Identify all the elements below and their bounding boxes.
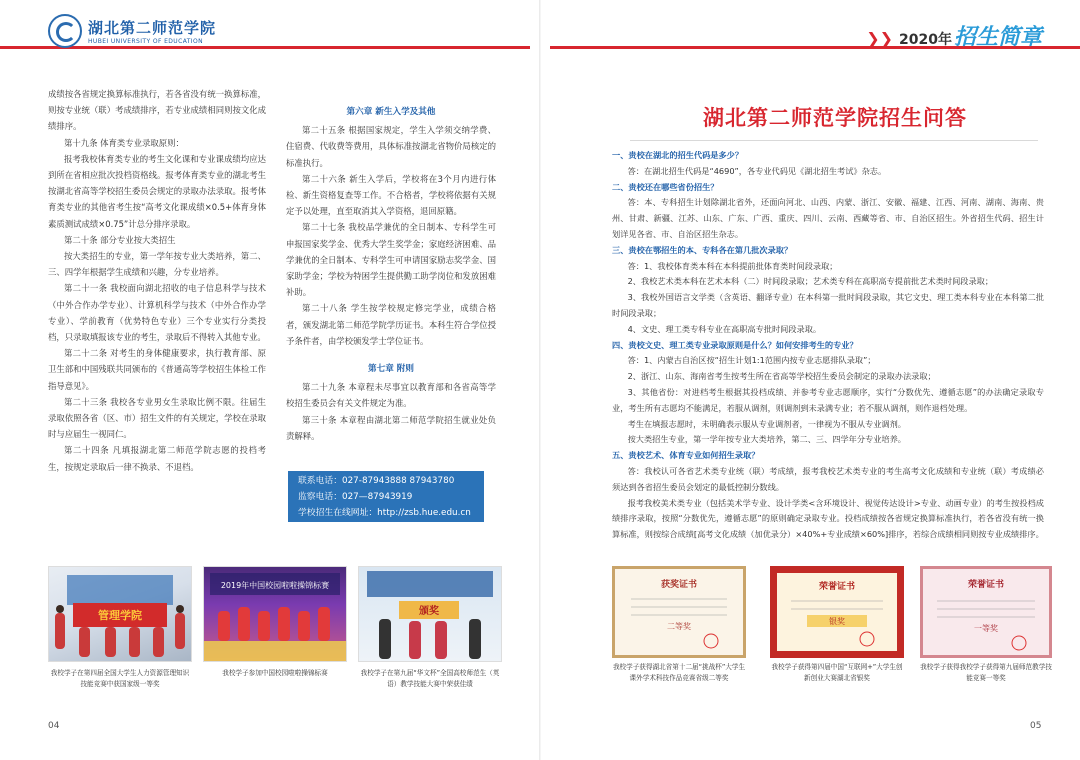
- admission-website: 学校招生在线网址：http://zsb.hue.edu.cn: [298, 508, 471, 518]
- paragraph: 第二十二条 对考生的身体健康要求，执行教育部、原卫生部和中国残联共同颁布的《普通高等学校招生体检工作指导意见》。: [48, 348, 266, 391]
- article-heading: 第二十条 部分专业按大类招生: [63, 234, 176, 245]
- question-heading: 一、贵校在湖北的招生代码是多少？: [612, 150, 744, 160]
- article-heading: 第十九条 体育类专业录取原则：: [63, 137, 184, 148]
- answer-paragraph: 3、我校外国语言文学类（含英语、翻译专业）在本科第一批时间段录取，其它文史、理工类本科专业在本科第二批时间段录取；: [612, 292, 1044, 318]
- award-photo-2: [203, 566, 347, 662]
- left-column-2: [286, 104, 496, 444]
- title-divider: [630, 140, 1038, 141]
- left-column-1: [48, 86, 266, 475]
- brand-title: 招生简章: [953, 25, 1042, 50]
- photo-caption: 我校学子在第九届“华文杯”全国高校师范生（英语）教学技能大赛中荣获佳绩: [360, 669, 500, 688]
- certificate-rank: 二等奖: [667, 622, 691, 631]
- university-name-cn: 湖北第二师范学院: [88, 19, 217, 37]
- contact-phone: 联系电话：027-87943888 87943780: [298, 476, 455, 486]
- answer-paragraph: 2、浙江、山东、海南省考生按考生所在省高等学校招生委员会制定的录取办法录取；: [627, 371, 936, 382]
- photo-caption: 我校学子在第四届全国大学生人力资源管理知识技能竞赛中获国家级一等奖: [50, 669, 190, 688]
- qa-section: [612, 148, 1044, 543]
- award-photo-1: [48, 566, 192, 662]
- paragraph: 报考我校体育类专业的考生文化课和专业课成绩均应达到所在省相应批次投档资格线。报考体育类专业的湖北考生按湖北省高等学校招生委员会规定的录取办法录取。报考体育类专业的其他省考生按“高考文化课成绩×0.5+体育身体素质测试成绩×0.75”计总分排序录取。: [48, 153, 266, 229]
- brand-year: 2020年: [899, 32, 952, 48]
- certificate-title: 获奖证书: [660, 580, 698, 590]
- supervision-phone: 监察电话：027—87943919: [298, 492, 413, 502]
- answer-paragraph: 按大类招生专业，第一学年按专业大类培养，第二、三、四学年分专业培养。: [627, 434, 906, 445]
- paragraph: 第二十三条 我校各专业男女生录取比例不限。往届生录取依照各省（区、市）招生文件的有关规定，学校在录取时与应届生一视同仁。: [48, 396, 266, 440]
- answer-paragraph: 报考我校美术类专业（包括美术学专业、设计学类<含环境设计、视觉传达设计>专业、动画专业）的考生按投档成绩排序录取，按照“分数优先，遵循志愿”的原则确定录取专业。投档成绩按各省规定换算标准执行，若各省没有统一换算标准，则按综合成绩[高考文化成绩（加优录分）×40%+专业成绩×60%]排序，若综合成绩相同则按专业成绩排序。: [612, 497, 1044, 540]
- paragraph: 第二十六条 新生入学后，学校将在3个月内进行体检、新生资格复查等工作。不合格者，学校将依据有关规定予以处理，直至取消其入学资格，退回原籍。: [286, 173, 496, 217]
- banner-text: 2019年中国校园啦啦操锦标赛: [220, 581, 330, 590]
- answer-paragraph: 4、文史、理工类专科专业在高职高专批时间段录取。: [627, 323, 822, 334]
- paragraph: 第二十四条 凡填报湖北第二师范学院志愿的投档考生，按规定录取后一律不换录、不退档。: [48, 445, 266, 472]
- paragraph: 第二十九条 本章程未尽事宜以教育部和各省高等学校招生委员会有关文件规定为准。: [286, 382, 496, 409]
- page-fold: [539, 0, 541, 760]
- certificate-rank: 银奖: [829, 617, 845, 626]
- answer-paragraph: 2、我校艺术类本科在艺术本科（二）时间段录取；艺术类专科在高职高专提前批艺术类时间段录取；: [627, 276, 994, 287]
- university-name-en: HUBEI UNIVERSITY OF EDUCATION: [88, 38, 203, 45]
- page-number-right: 05: [1030, 721, 1042, 731]
- paragraph: 第二十一条 我校面向湖北招收的电子信息科学与技术（中外合作办学专业）、计算机科学与技术（中外合作办学专业）、学前教育（优势特色专业）三个专业实行分类投档，只录取填报该专业的考生，录取后不得转入其他专业。: [48, 283, 266, 343]
- university-emblem-icon: [48, 14, 82, 48]
- certificate-1: [612, 566, 746, 658]
- university-logo: [48, 14, 216, 48]
- certificate-title: 荣誉证书: [818, 582, 856, 592]
- question-heading: 三、贵校在鄂招生的本、专科各在第几批次录取？: [612, 244, 793, 255]
- question-heading: 五、贵校艺术、体育专业如何招生录取？: [612, 450, 760, 461]
- page-title: 湖北第二师范学院招生问答: [703, 106, 967, 130]
- chapter-title: 第七章 附则: [368, 364, 414, 375]
- answer-paragraph: 答：我校认可各省艺术类专业统（联）考成绩，报考我校艺术类专业的考生高考文化成绩和专业统（联）考成绩必须达到各省招生委员会划定的最低控制分数线。: [612, 465, 1044, 492]
- banner-text: 颁奖: [419, 606, 439, 617]
- certificate-caption: 我校学子获得第四届中国“互联网+”大学生创新创业大赛湖北省银奖: [771, 663, 903, 682]
- certificate-3: [920, 566, 1052, 658]
- answer-paragraph: 答：1、我校体育类本科在本科提前批体育类时间段录取；: [627, 260, 838, 271]
- award-photo-3: [358, 566, 502, 662]
- paragraph: 第三十条 本章程由湖北第二师范学院招生就业处负责解释。: [286, 414, 496, 441]
- answer-paragraph: 3、其他省份：对进档考生根据其投档成绩、并参考专业志愿顺序，实行“分数优先、遵循志愿”的办法确定录取专业，考生所有志愿均不能满足，若服从调剂，则调剂到未录满专业；若不服从调剂，则作退档处理。: [612, 386, 1044, 413]
- paragraph: 第二十八条 学生按学校规定修完学业，成绩合格者，颁发湖北第二师范学院学历证书。本科生符合学位授予条件者，由学校颁发学士学位证书。: [286, 303, 496, 346]
- answer-paragraph: 答：本、专科招生计划除湖北省外，还面向河北、山西、内蒙、浙江、安徽、福建、江西、河南、湖南、海南、贵州、甘肃、新疆、江苏、山东、广东、广西、重庆、四川、云南、西藏等省、市、自治区招生。外省招生代码、招生计划详见各省、市、自治区招生杂志。: [612, 197, 1044, 239]
- chapter-title: 第六章 新生入学及其他: [346, 107, 436, 117]
- page-number-left: 04: [48, 721, 60, 731]
- paragraph: 第二十七条 我校品学兼优的全日制本、专科学生可申报国家奖学金、优秀大学生奖学金；家庭经济困难、品学兼优的全日制本、专科学生可申请国家励志奖学金、国家助学金；学校为特困学生提供勤工助学岗位和发放困难补助。: [286, 222, 496, 298]
- double-chevron-icon: ❯❯: [866, 29, 894, 48]
- question-heading: 二、贵校还在哪些省份招生？: [612, 181, 719, 192]
- certificate-caption: 我校学子获得湖北省第十二届“挑战杯”大学生课外学术科技作品竞赛省级二等奖: [612, 663, 746, 682]
- certificate-2: [770, 566, 904, 658]
- answer-paragraph: 答：在湖北招生代码是“4690”，各专业代码见《湖北招生考试》杂志。: [627, 165, 887, 176]
- contact-box: [288, 471, 484, 522]
- paragraph: 成绩按各省规定换算标准执行，若各省没有统一换算标准，则按专业统（联）考成绩排序，若专业成绩相同则按文化成绩排序。: [48, 89, 266, 132]
- certificate-rank: 一等奖: [974, 624, 998, 633]
- certificate-caption: 我校学子获得我校学子获得第九届师范教学技能竞赛一等奖: [920, 663, 1052, 682]
- paragraph: 按大类招生的专业，第一学年按专业大类培养，第二、三、四学年根据学生成绩和兴趣，分专业培养。: [48, 251, 266, 278]
- photo-caption: 我校学子参加中国校园啦啦操锦标赛: [222, 669, 328, 677]
- paragraph: 第二十五条 根据国家规定，学生入学须交纳学费、住宿费、代收费等费用，具体标准按湖北省物价局核定的标准执行。: [286, 125, 496, 168]
- banner-text: 管理学院: [98, 609, 142, 622]
- question-heading: 四、贵校文史、理工类专业录取原则是什么？如何安排考生的专业？: [612, 339, 858, 350]
- answer-paragraph: 考生在填报志愿时，未明确表示服从专业调剂者，一律视为不服从专业调剂。: [627, 418, 906, 429]
- certificate-title: 荣誉证书: [967, 580, 1005, 590]
- brochure-brand: [866, 20, 1042, 51]
- answer-paragraph: 答：1、内蒙古自治区按“招生计划1:1范围内按专业志愿排队录取”；: [627, 355, 876, 366]
